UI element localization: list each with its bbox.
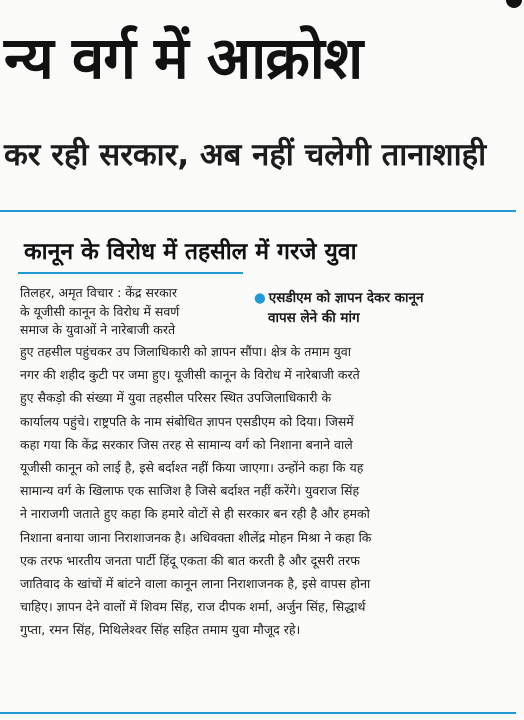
body-line: सामान्य वर्ग के खिलाफ एक साजिश है जिसे बर्दाश्त नहीं करेंगे। युवराज सिंह xyxy=(20,483,360,499)
body-line: यूजीसी कानून को लाई है, इसे बर्दाश्त नहीं किया जाएगा। उन्होंने कहा कि यह xyxy=(20,460,364,476)
body-line: हुए सैकड़ो की संख्या में युवा तहसील परिसर स्थित उपजिलाधिकारी के xyxy=(20,390,332,406)
article-body xyxy=(20,340,510,642)
story-title: कानून के विरोध में तहसील में गरजे युवा xyxy=(24,239,357,265)
story-title-underline xyxy=(18,272,243,274)
lead-paragraph xyxy=(20,284,250,340)
pullquote-line: वापस लेने की मांग xyxy=(268,310,360,326)
headline: न्य वर्ग में आक्रोश xyxy=(4,24,363,92)
lead-line: तिलहर, अमृत विचार : केंद्र सरकार xyxy=(20,285,178,300)
lead-line: के यूजीसी कानून के विरोध में सवर्ण xyxy=(20,303,180,319)
body-line: जातिवाद के खांचों में बांटने वाला कानून लाना निराशाजनक है, इसे वापस होना xyxy=(20,576,371,592)
body-line: गुप्ता, रमन सिंह, मिथिलेश्वर सिंह सहित तमाम युवा मौजूद रहे। xyxy=(20,622,301,638)
section-divider-top xyxy=(0,210,516,212)
bullet-icon: ● xyxy=(254,290,266,306)
body-line: निशाना बनाया जाना निराशाजनक है। अधिवक्ता शीलेंद्र मोहन मिश्रा ने कहा कि xyxy=(20,529,372,545)
body-line: एक तरफ भारतीय जनता पार्टी हिंदू एकता की बात करती है और दूसरी तरफ xyxy=(20,552,360,568)
pullquote-line: एसडीएम को ज्ञापन देकर कानून xyxy=(268,290,424,306)
pullquote xyxy=(254,288,504,328)
body-line: ने नाराजगी जताते हुए कहा कि हमारे वोटों से ही सरकार बन रही है और हमको xyxy=(20,506,370,522)
body-line: कहा गया कि केंद्र सरकार जिस तरह से सामान्य वर्ग को निशाना बनाने वाले xyxy=(20,436,353,452)
corner-dot xyxy=(506,0,522,8)
lead-line: समाज के युवाओं ने नारेबाजी करते xyxy=(20,322,176,337)
body-line: नगर की शहीद कुटी पर जमा हुए। यूजीसी कानून के विरोध में नारेबाजी करते xyxy=(20,367,360,383)
subheadline: कर रही सरकार, अब नहीं चलेगी तानाशाही xyxy=(4,137,487,173)
body-line: कार्यालय पहुंचे। राष्ट्रपति के नाम संबोधित ज्ञापन एसडीएम को दिया। जिसमें xyxy=(20,413,354,429)
section-divider-bottom xyxy=(0,712,516,714)
body-line: हुए तहसील पहुंचकर उप जिलाधिकारी को ज्ञापन सौंपा। क्षेत्र के तमाम युवा xyxy=(20,344,351,359)
body-line: चाहिए। ज्ञापन देने वालों में शिवम सिंह, राज दीपक शर्मा, अर्जुन सिंह, सिद्धार्थ xyxy=(20,599,366,615)
